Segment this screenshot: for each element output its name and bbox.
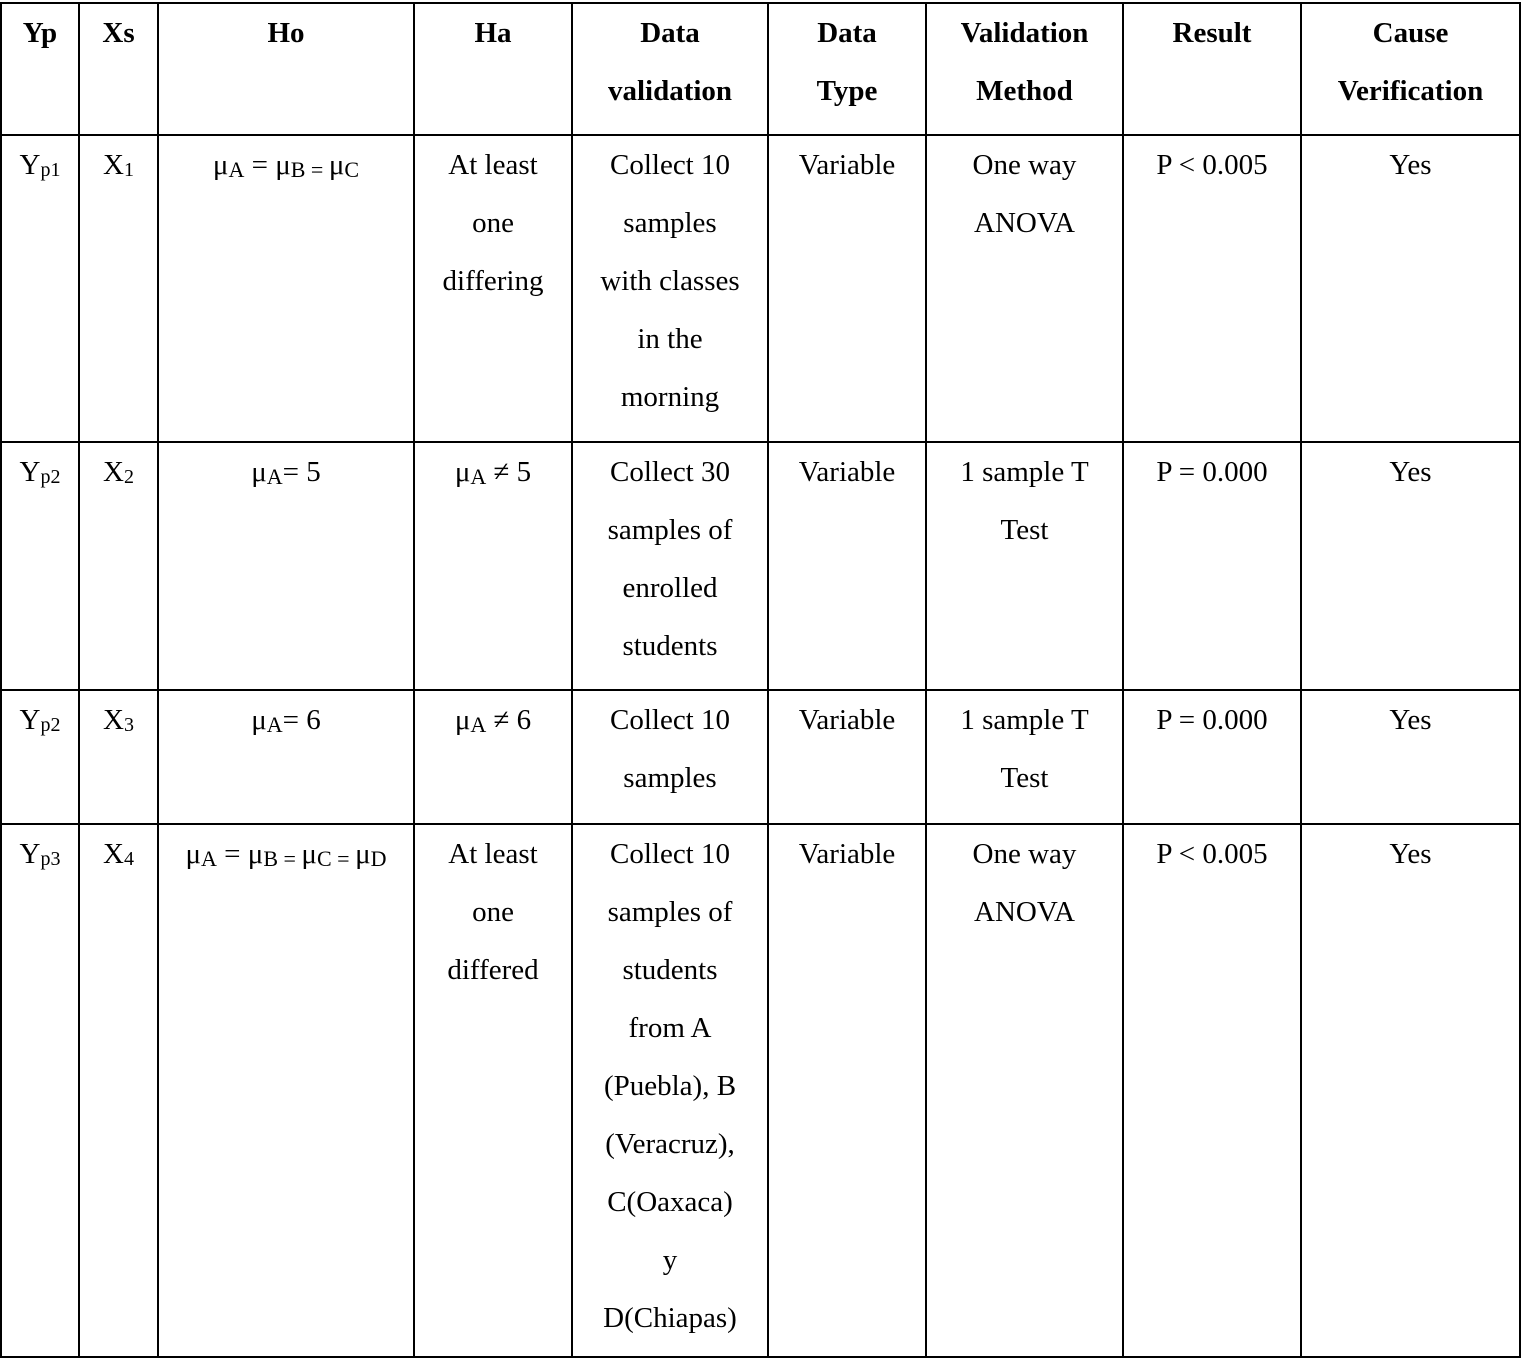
- column-header-result: Result: [1123, 3, 1301, 135]
- column-header-data-type: Data Type: [768, 3, 926, 135]
- result-cell: P = 0.000: [1123, 690, 1301, 824]
- validation-method-cell: One way ANOVA: [926, 135, 1123, 442]
- column-header-ho: Ho: [158, 3, 414, 135]
- table-row: [1, 135, 1520, 442]
- ho-cell: μA= 6: [158, 690, 414, 824]
- yp-cell: Yp1: [1, 135, 79, 442]
- header-row: [1, 3, 1520, 135]
- column-header-cause-verification: Cause Verification: [1301, 3, 1520, 135]
- cause-verification-cell: Yes: [1301, 135, 1520, 442]
- table-row: [1, 442, 1520, 690]
- table-row: [1, 824, 1520, 1357]
- result-cell: P < 0.005: [1123, 135, 1301, 442]
- validation-method-cell: 1 sample T Test: [926, 690, 1123, 824]
- xs-cell: X3: [79, 690, 158, 824]
- data-validation-cell: Collect 10 samples of students from A (Puebla), B (Veracruz), C(Oaxaca) y D(Chiapas): [572, 824, 768, 1357]
- hypothesis-validation-table: [0, 2, 1521, 1358]
- ho-cell: μA = μB = μC = μD: [158, 824, 414, 1357]
- result-cell: P < 0.005: [1123, 824, 1301, 1357]
- yp-cell: Yp3: [1, 824, 79, 1357]
- ha-cell: At least one differed: [414, 824, 572, 1357]
- data-validation-cell: Collect 10 samples with classes in the morning: [572, 135, 768, 442]
- ha-cell: At least one differing: [414, 135, 572, 442]
- data-type-cell: Variable: [768, 135, 926, 442]
- result-cell: P = 0.000: [1123, 442, 1301, 690]
- data-type-cell: Variable: [768, 690, 926, 824]
- data-validation-cell: Collect 10 samples: [572, 690, 768, 824]
- cause-verification-cell: Yes: [1301, 442, 1520, 690]
- yp-cell: Yp2: [1, 442, 79, 690]
- xs-cell: X1: [79, 135, 158, 442]
- table-row: [1, 690, 1520, 824]
- ho-cell: μA= 5: [158, 442, 414, 690]
- cause-verification-cell: Yes: [1301, 690, 1520, 824]
- column-header-yp: Yp: [1, 3, 79, 135]
- data-type-cell: Variable: [768, 442, 926, 690]
- column-header-validation-method: Validation Method: [926, 3, 1123, 135]
- xs-cell: X2: [79, 442, 158, 690]
- validation-method-cell: 1 sample T Test: [926, 442, 1123, 690]
- yp-cell: Yp2: [1, 690, 79, 824]
- validation-method-cell: One way ANOVA: [926, 824, 1123, 1357]
- ha-cell: μA ≠ 6: [414, 690, 572, 824]
- data-type-cell: Variable: [768, 824, 926, 1357]
- data-validation-cell: Collect 30 samples of enrolled students: [572, 442, 768, 690]
- ha-cell: μA ≠ 5: [414, 442, 572, 690]
- ho-cell: μA = μB = μC: [158, 135, 414, 442]
- column-header-data-validation: Data validation: [572, 3, 768, 135]
- cause-verification-cell: Yes: [1301, 824, 1520, 1357]
- column-header-ha: Ha: [414, 3, 572, 135]
- xs-cell: X4: [79, 824, 158, 1357]
- column-header-xs: Xs: [79, 3, 158, 135]
